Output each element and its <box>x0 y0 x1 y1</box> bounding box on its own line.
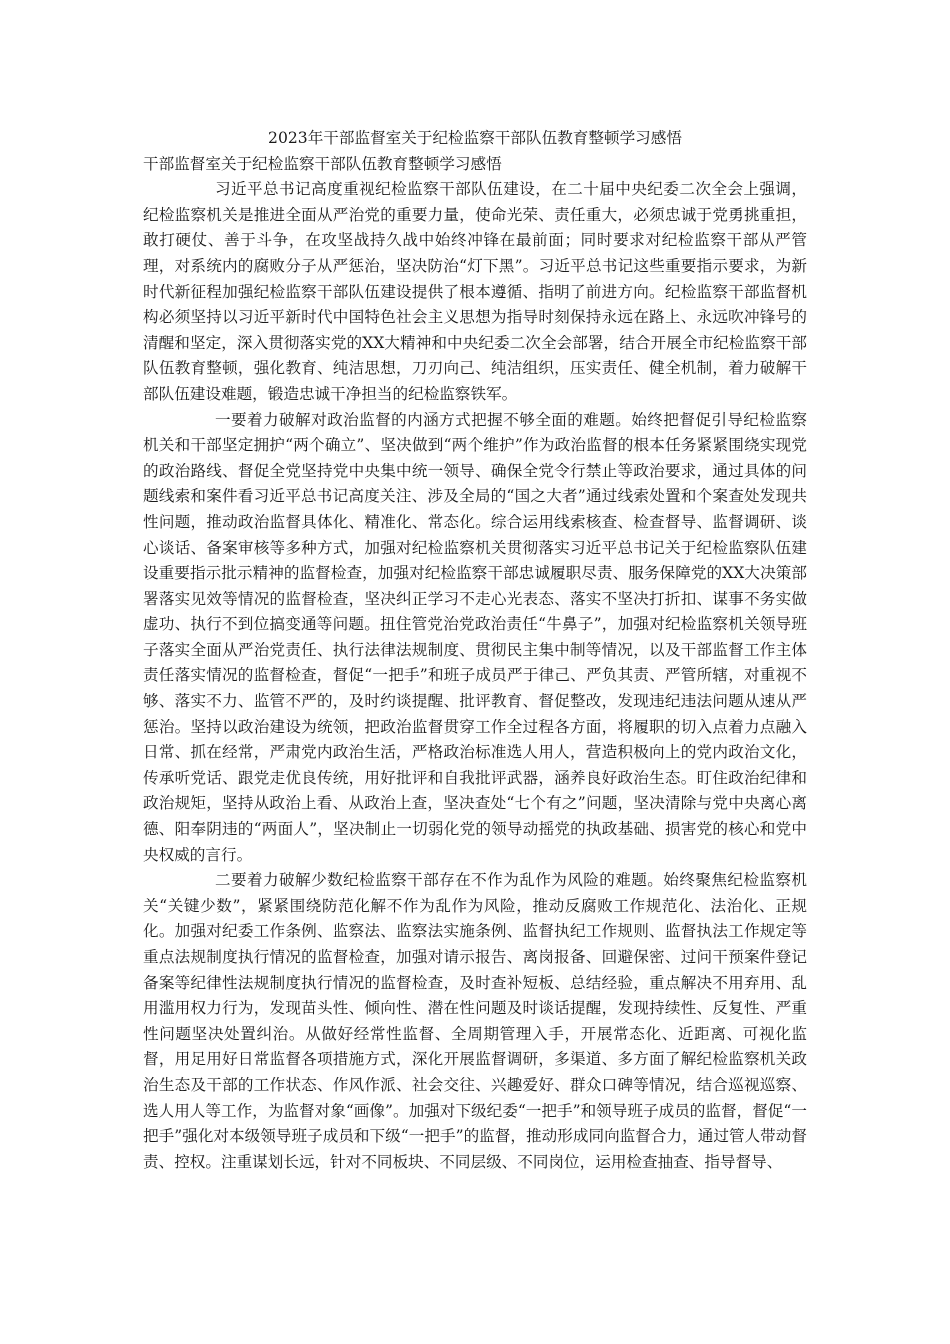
document-body <box>143 126 807 1175</box>
paragraph-point-one: 一要着力破解对政治监督的内涵方式把握不够全面的难题。始终把督促引导纪检监察机关和干部坚定拥护“两个确立”、坚决做到“两个维护”作为政治监督的根本任务紧紧围绕实现党的政治路线、督促全党坚持党中央集中统一领导、确保全党令行禁止等政治要求，通过具体的问题线索和案件看习近平总书记高度关注、涉及全局的“国之大者”通过线索处置和个案查处发现共性问题，推动政治监督具体化、精准化、常态化。综合运用线索核查、检查督导、监督调研、谈心谈话、备案审核等多种方式，加强对纪检监察机关贯彻落实习近平总书记关于纪检监察队伍建设重要指示批示精神的监督检查，加强对纪检监察干部忠诚履职尽责、服务保障党的XX大决策部署落实见效等情况的监督检查，坚决纠正学习不走心光表态、落实不坚决打折扣、谋事不务实做虚功、执行不到位搞变通等问题。扭住管党治党政治责任“牛鼻子”，加强对纪检监察机关领导班子落实全面从严治党责任、执行法律法规制度、贯彻民主集中制等情况，以及干部监督工作主体责任落实情况的监督检查，督促“一把手”和班子成员严于律己、严负其责、严管所辖，对重视不够、落实不力、监管不严的，及时约谈提醒、批评教育、督促整改，发现违纪违法问题从速从严惩治。坚持以政治建设为统领，把政治监督贯穿工作全过程各方面，将履职的切入点着力点融入日常、抓在经常，严肃党内政治生活，严格政治标准选人用人，营造积极向上的党内政治文化，传承听党话、跟党走优良传统，用好批评和自我批评武器，涵养良好政治生态。盯住政治纪律和政治规矩，坚持从政治上看、从政治上查，坚决查处“七个有之”问题，坚决清除与党中央离心离德、阳奉阴违的“两面人”，坚决制止一切弱化党的领导动摇党的执政基础、损害党的核心和党中央权威的言行。 <box>143 410 807 864</box>
paragraph-intro: 习近平总书记高度重视纪检监察干部队伍建设，在二十届中央纪委二次全会上强调，纪检监察机关是推进全面从严治党的重要力量，使命光荣、责任重大，必须忠诚于党勇挑重担，敢打硬仗、善于斗争，在攻坚战持久战中始终冲锋在最前面；同时要求对纪检监察干部从严管理，对系统内的腐败分子从严惩治，坚决防治“灯下黑”。习近平总书记这些重要指示要求，为新时代新征程加强纪检监察干部队伍建设提供了根本遵循、指明了前进方向。纪检监察干部监督机构必须坚持以习近平新时代中国特色社会主义思想为指导时刻保持永远在路上、永远吹冲锋号的清醒和坚定，深入贯彻落实党的XX大精神和中央纪委二次全会部署，结合开展全市纪检监察干部队伍教育整顿，强化教育、纯洁思想，刀刃向己、纯洁组织，压实责任、健全机制，着力破解干部队伍建设难题，锻造忠诚干净担当的纪检监察铁军。 <box>143 180 807 403</box>
document-title: 2023年干部监督室关于纪检监察干部队伍教育整顿学习感悟 <box>268 129 682 147</box>
document-subtitle: 干部监督室关于纪检监察干部队伍教育整顿学习感悟 <box>143 154 502 173</box>
paragraph-point-two: 二要着力破解少数纪检监察干部存在不作为乱作为风险的难题。始终聚焦纪检监察机关“关键少数”，紧紧围绕防范化解不作为乱作为风险，推动反腐败工作规范化、法治化、正规化。加强对纪委工作条例、监察法、监察法实施条例、监督执纪工作规则、监督执法工作规定等重点法规制度执行情况的监督检查，加强对请示报告、离岗报备、回避保密、过问干预案件登记备案等纪律性法规制度执行情况的监督检查，及时查补短板、总结经验，重点解决不用弃用、乱用滥用权力行为，发现苗头性、倾向性、潜在性问题及时谈话提醒，发现持续性、反复性、严重性问题坚决处置纠治。从做好经常性监督、全周期管理入手，开展常态化、近距离、可视化监督，用足用好日常监督各项措施方式，深化开展监督调研，多渠道、多方面了解纪检监察机关政治生态及干部的工作状态、作风作派、社会交往、兴趣爱好、群众口碑等情况，结合巡视巡察、选人用人等工作，为监督对象“画像”。加强对下级纪委“一把手”和领导班子成员的监督，督促“一把手”强化对本级领导班子成员和下级“一把手”的监督，推动形成同向监督合力，通过管人带动督责、控权。注重谋划长远，针对不同板块、不同层级、不同岗位，运用检查抽查、指导督导、 <box>143 871 807 1171</box>
